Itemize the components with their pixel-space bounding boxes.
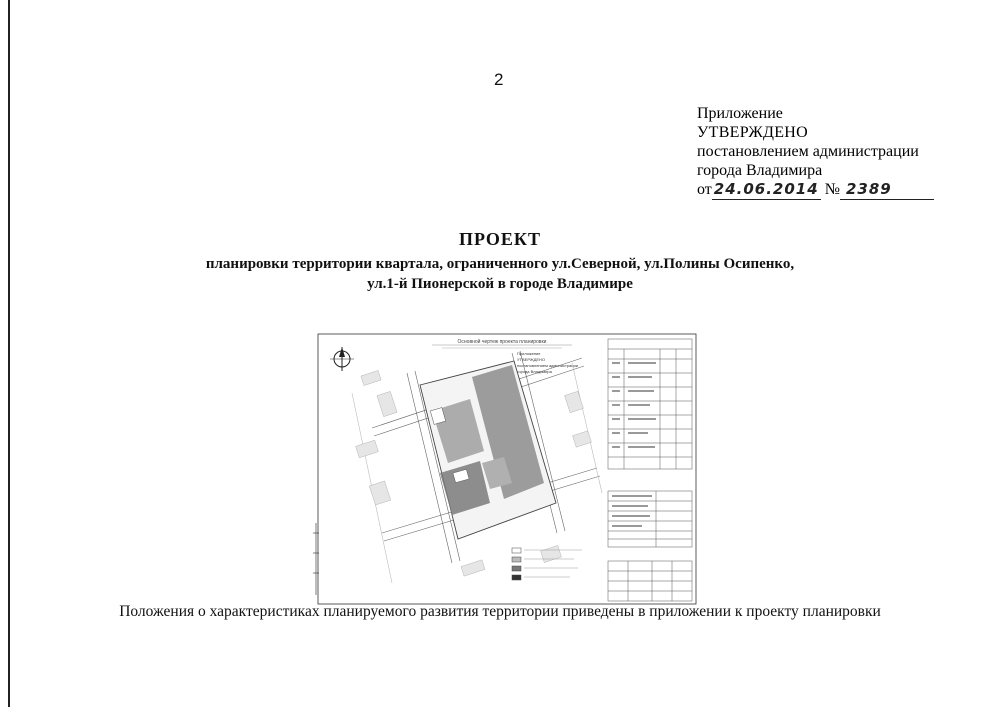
approval-line-2: УТВЕРЖДЕНО (697, 124, 809, 141)
document-title (0, 229, 1000, 294)
approval-line-3: постановлением администрации (697, 143, 919, 160)
planning-drawing (312, 333, 702, 605)
from-label: от (697, 181, 712, 198)
approval-stamp (697, 104, 934, 200)
handwritten-date: 24.06.2014 (713, 180, 819, 198)
number-label: № (824, 181, 840, 198)
sheet-stamp-line-3: постановлением администрации (517, 363, 578, 368)
approval-date-row (697, 180, 934, 200)
margin-rule (8, 0, 10, 707)
title-line-2: ул.1-й Пионерской в городе Владимире (367, 276, 633, 292)
planning-drawing-svg (312, 333, 702, 605)
sheet-stamp-line-4: города Владимира (517, 369, 552, 374)
approval-line-1: Приложение (697, 105, 783, 122)
sheet-stamp-line-2: УТВЕРЖДЕНО (517, 357, 546, 362)
handwritten-number: 2389 (845, 180, 892, 198)
sheet-header-text: Основной чертеж проекта планировки (457, 339, 547, 345)
sheet-stamp-line-1: Приложение (517, 351, 541, 356)
title-line-1: планировки территории квартала, ограниченного ул.Северной, ул.Полины Осипенко, (205, 256, 795, 272)
title-heading: ПРОЕКТ (459, 229, 541, 249)
figure-caption: Положения о характеристиках планируемого развития территории приведены в приложении к проекту планировки (119, 603, 881, 620)
page-number: 2 (494, 70, 504, 89)
approval-line-4: города Владимира (697, 162, 823, 179)
